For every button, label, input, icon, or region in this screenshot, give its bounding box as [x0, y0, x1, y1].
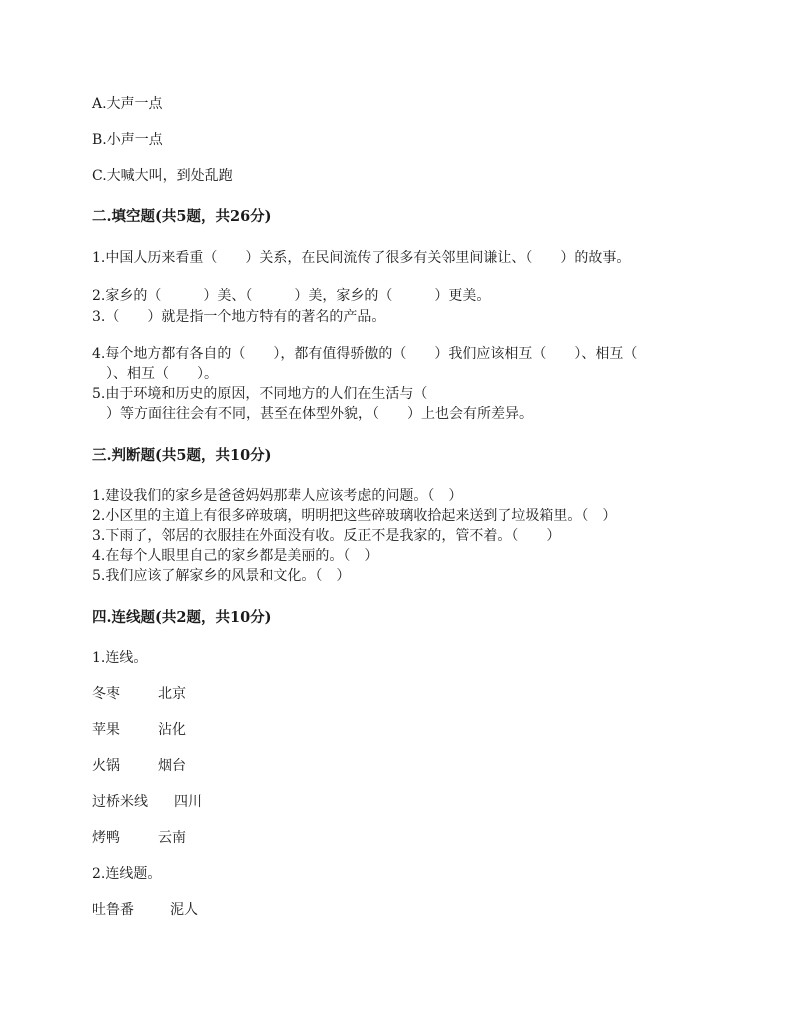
pair-left: 火锅 [92, 758, 120, 774]
option-b: B.小声一点 [92, 132, 163, 148]
pair-left: 苹果 [92, 722, 120, 738]
pair-left: 吐鲁番 [92, 902, 134, 918]
pair-right: 沾化 [158, 722, 186, 738]
judge-q5: 5.我们应该了解家乡的风景和文化。（ ） [92, 568, 351, 584]
judge-q1: 1.建设我们的家乡是爸爸妈妈那辈人应该考虑的问题。（ ） [92, 488, 463, 504]
matching-q1-pair [92, 684, 186, 704]
section-judge-heading: 三.判断题(共5题，共10分) [92, 447, 272, 464]
judge-q4: 4.在每个人眼里自己的家乡都是美丽的。（ ） [92, 548, 379, 564]
matching-q1-pair [92, 828, 186, 848]
matching-q1-pair [92, 792, 202, 812]
fill-blank-q1: 1.中国人历来看重（ ）关系，在民间流传了很多有关邻里间谦让、（ ）的故事。 [92, 250, 631, 266]
matching-q1-title: 1.连线。 [92, 650, 148, 666]
pair-right: 北京 [158, 686, 186, 702]
fill-blank-q4-line2: ）、相互（ ）。 [92, 366, 218, 382]
judge-q3: 3.下雨了，邻居的衣服挂在外面没有收。反正不是我家的，管不着。（ ） [92, 528, 561, 544]
pair-left: 过桥米线 [92, 794, 148, 810]
pair-right: 四川 [174, 794, 202, 810]
matching-q1-pair [92, 756, 186, 776]
option-a: A.大声一点 [92, 96, 163, 112]
fill-blank-q5-line2: ）等方面往往会有不同，甚至在体型外貌，（ ）上也会有所差异。 [92, 406, 533, 422]
matching-q2-pair [92, 900, 198, 920]
pair-right: 云南 [158, 830, 186, 846]
matching-q1-pair [92, 720, 186, 740]
pair-right: 泥人 [170, 902, 198, 918]
pair-left: 烤鸭 [92, 830, 120, 846]
judge-q2: 2.小区里的主道上有很多碎玻璃，明明把这些碎玻璃收拾起来送到了垃圾箱里。（ ） [92, 508, 617, 524]
fill-blank-q5-line1: 5.由于环境和历史的原因，不同地方的人们在生活与（ [92, 386, 428, 402]
section-matching-heading: 四.连线题(共2题，共10分) [92, 609, 272, 626]
pair-right: 烟台 [158, 758, 186, 774]
pair-left: 冬枣 [92, 686, 120, 702]
fill-blank-q4-line1: 4.每个地方都有各自的（ ），都有值得骄傲的（ ）我们应该相互（ ）、相互（ [92, 346, 638, 362]
fill-blank-q3: 3.（ ）就是指一个地方特有的著名的产品。 [92, 309, 386, 325]
option-c: C.大喊大叫，到处乱跑 [92, 168, 233, 184]
matching-q2-title: 2.连线题。 [92, 866, 162, 882]
section-fill-blank-heading: 二.填空题(共5题，共26分) [92, 208, 272, 225]
fill-blank-q2: 2.家乡的（ ）美、（ ）美，家乡的（ ）更美。 [92, 288, 491, 304]
